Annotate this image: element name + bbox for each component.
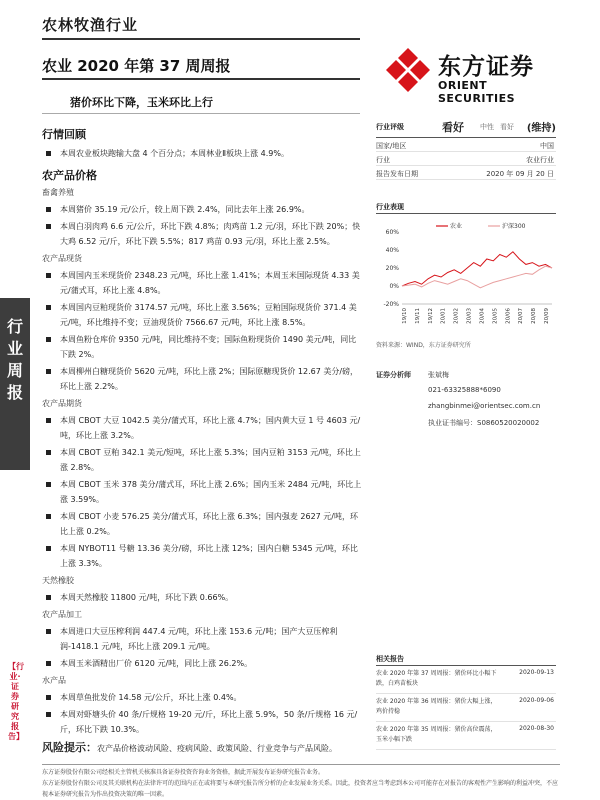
section-title: 农产品现货 [42, 254, 82, 263]
prices-heading: 农产品价格 [42, 169, 97, 182]
list-item: 本周 CBOT 小麦 576.25 美分/蒲式耳，环比上涨 6.3%；国内强麦 2627 元/吨，环比上涨 0.2%。 [42, 509, 364, 539]
main-content [42, 120, 364, 756]
rating-status: (维持) [526, 123, 556, 134]
logo-chinese-name: 东方证券 [438, 54, 534, 80]
list-item: 本周 CBOT 玉米 378 美分/蒲式耳，环比上涨 2.6%；国内玉米 2484 元/吨，环比上涨 3.59%。 [42, 477, 364, 507]
related-report-title[interactable]: 农业 2020 年第 37 周周报：猪价环比小幅下跌，白鸡苗板块 [376, 670, 497, 687]
list-item: 本周猪价 35.19 元/公斤，较上周下跌 2.4%，同比去年上涨 26.9%。 [42, 202, 364, 217]
list-item: 本周白羽肉鸡 6.6 元/公斤，环比下跌 4.8%；肉鸡苗 1.2 元/羽，环比下跌 20%；快大鸡 6.52 元/斤，环比下跌 5.5%；817 鸡苗 0.93 元/羽，环比上涨 2.5%。 [42, 219, 364, 249]
list-item: 本周对虾塘头价 40 条/斤规格 19-20 元/斤，环比上涨 5.9%，50 条/斤规格 16 元/斤，环比下跌 10.3%。 [42, 707, 364, 737]
sector-title: 农林牧渔行业 [42, 16, 139, 34]
sidebar [376, 118, 556, 349]
related-report-date: 2020-09-13 [519, 669, 554, 676]
list-item: 本周鱼粉仓库价 9350 元/吨，同比维持不变；国际鱼粉现货价 1490 美元/吨，同比下跌 2%。 [42, 332, 364, 362]
orient-logo-icon [384, 46, 432, 94]
related-list [376, 666, 556, 750]
rating-value: 看好 [442, 121, 464, 134]
x-tick-label: 20/07 [518, 308, 525, 324]
related-reports [376, 652, 556, 750]
list-item: 本周天然橡胶 11800 元/吨，环比下跌 0.66%。 [42, 590, 364, 605]
series-line-1 [402, 266, 552, 288]
x-tick-label: 20/03 [466, 308, 473, 324]
list-item: 本周 NYBOT11 号糖 13.36 美分/磅，环比上涨 12%；国内白糖 5345 元/吨，环比上涨 3.3%。 [42, 541, 364, 571]
rating-previous: 看好 [500, 123, 514, 131]
related-report-title[interactable]: 农业 2020 年第 36 周周报：猪价大幅上涨，鸡价持稳 [376, 698, 497, 715]
info-key: 国家/地区 [376, 142, 407, 150]
analyst-license: 执业证书编号：S0860520020002 [428, 419, 540, 427]
side-tab-text: 行业周报 [7, 317, 24, 402]
related-report-title[interactable]: 农业 2020 年第 35 周周报：猪价高位震荡，玉米小幅下跌 [376, 726, 497, 743]
x-tick-label: 20/02 [453, 308, 460, 324]
x-tick-label: 19/10 [402, 308, 408, 324]
analyst-name: 张斌梅 [428, 371, 449, 379]
section-title: 天然橡胶 [42, 576, 74, 585]
rating-label: 行业评级 [376, 123, 404, 131]
side-label: 【行业·证券研究报告】 [8, 662, 24, 741]
report-subtitle: 猪价环比下降，玉米环比上行 [70, 96, 213, 109]
y-tick-label: 20% [385, 265, 399, 272]
side-tab [0, 298, 30, 470]
x-tick-label: 20/06 [505, 308, 512, 324]
rating-row [376, 118, 556, 138]
info-key: 报告发布日期 [376, 170, 418, 178]
info-row [376, 138, 556, 152]
related-heading: 相关报告 [376, 652, 556, 666]
risk-warning [42, 741, 364, 756]
footer-line: 东方证券股份有限公司经相关主管机关核准具备证券投资咨询业务资格，据此开展发布证券研究报告业务。 [42, 769, 325, 776]
price-sections [42, 187, 364, 737]
footer-disclaimer [42, 764, 560, 800]
performance-chart-svg [376, 218, 556, 338]
list-item: 本周进口大豆压榨利润 447.4 元/吨，环比上涨 153.6 元/吨；国产大豆压榨利润-1418.1 元/吨，环比上涨 209.1 元/吨。 [42, 624, 364, 654]
list-item: 本周 CBOT 豆粕 342.1 美元/短吨，环比上涨 5.3%；国内豆粕 3153 元/吨，环比上涨 2.8%。 [42, 445, 364, 475]
related-report-date: 2020-08-30 [519, 725, 554, 732]
rating-neutral: 中性 [480, 123, 494, 131]
x-tick-label: 20/05 [492, 308, 499, 324]
report-title: 农业 2020 年第 37 周周报 [42, 57, 231, 75]
analyst-email[interactable]: zhangbinmei@orientsec.com.cn [428, 402, 541, 410]
logo-english-name: ORIENT SECURITIES [438, 79, 516, 105]
x-tick-label: 19/12 [427, 308, 434, 324]
related-report-item[interactable] [376, 722, 556, 750]
list-item: 本周柳州白糖现货价 5620 元/吨，环比上涨 2%；国际原糖现货价 12.67 美分/磅，环比上涨 2.2%。 [42, 364, 364, 394]
list-item: 本周玉米酒精出厂价 6120 元/吨，同比上涨 26.2%。 [42, 656, 364, 671]
performance-chart [376, 218, 556, 338]
related-report-item[interactable] [376, 666, 556, 694]
list-item: 本周 CBOT 大豆 1042.5 美分/蒲式耳，环比上涨 4.7%；国内黄大豆 1 号 4603 元/吨，环比上涨 3.2%。 [42, 413, 364, 443]
divider [42, 38, 360, 40]
info-value: 农业行业 [526, 156, 554, 164]
series-line-0 [402, 252, 552, 286]
y-tick-label: 40% [385, 247, 399, 254]
info-row [376, 152, 556, 166]
footer-line: 东方证券股份有限公司及其关联机构在法律许可的范围内正在或将要与本研究报告所分析的企业发展业务关系。因此，投资者应当考虑到本公司可能存在对报告的客观性产生影响的利益冲突，不应视本证券研究报告为作出投资决策的唯一因素。 [42, 780, 559, 798]
x-tick-label: 20/09 [544, 308, 550, 324]
risk-label: 风险提示： [42, 741, 97, 754]
list-item: 本周国内豆粕现货价 3174.57 元/吨，环比上涨 3.56%；豆粕国际现货价 371.4 美元/吨，环比维持不变；豆油现货价 7566.67 元/吨，环比上涨 8.5%。 [42, 300, 364, 330]
info-value: 中国 [540, 142, 554, 150]
list-item: 本周农业板块跑输大盘 4 个百分点；本周林业Ⅱ板块上涨 4.9%。 [42, 146, 364, 161]
info-value: 2020 年 09 月 20 日 [486, 170, 554, 178]
review-heading: 行情回顾 [42, 128, 86, 141]
analyst-label: 证券分析师 [376, 371, 411, 379]
info-key: 行业 [376, 156, 390, 164]
y-tick-label: -20% [383, 301, 399, 308]
chart-source: 资料来源：WIND，东方证券研究所 [376, 342, 471, 349]
legend-entry: 农业 [450, 223, 463, 230]
info-table [376, 138, 556, 180]
analyst-phone: 021-63325888*6090 [428, 386, 501, 394]
y-tick-label: 60% [385, 229, 399, 236]
section-title: 水产品 [42, 676, 66, 685]
y-tick-label: 0% [389, 283, 399, 290]
related-report-date: 2020-09-06 [519, 697, 554, 704]
orient-securities-logo [384, 46, 564, 105]
divider [42, 78, 360, 80]
x-tick-label: 20/04 [479, 308, 486, 324]
x-tick-label: 20/01 [440, 308, 447, 324]
list-item: 本周国内玉米现货价 2348.23 元/吨，环比上涨 1.41%；本周玉米国际现货 4.33 美元/蒲式耳，环比上涨 4.8%。 [42, 268, 364, 298]
section-title: 农产品期货 [42, 399, 82, 408]
section-title: 畜禽养殖 [42, 188, 74, 197]
list-item: 本周草鱼批发价 14.58 元/公斤，环比上涨 0.4%。 [42, 690, 364, 705]
x-tick-label: 19/11 [414, 308, 421, 324]
x-tick-label: 20/08 [531, 308, 538, 324]
related-report-item[interactable] [376, 694, 556, 722]
info-row [376, 166, 556, 180]
legend-entry: 沪深300 [502, 223, 526, 230]
performance-label: 行业表现 [376, 200, 556, 214]
divider [42, 113, 360, 114]
risk-text: 农产品价格波动风险、疫病风险、政策风险、行业竞争与产品风险。 [97, 744, 337, 753]
section-title: 农产品加工 [42, 610, 82, 619]
